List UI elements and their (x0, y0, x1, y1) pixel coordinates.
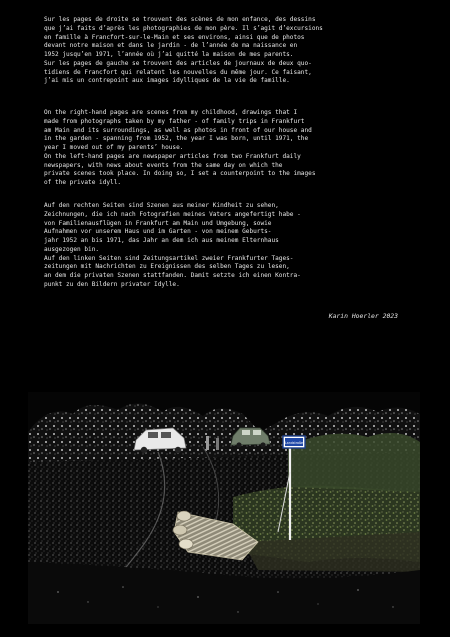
author-signature: Karin Hoerler 2023 (328, 312, 398, 320)
hedge-row (288, 433, 420, 492)
german-paragraph: Auf den rechten Seiten sind Szenen aus meiner Kindheit zu sehen, Zeichnungen, die ich nach Fotografien meines Vaters angefertigt habe - von Familienausflügen in Frankfurt am Main und Umgebung, sowie Aufnahmen vor unserem Haus und im Garten - von meinem Geburts- jahr 1952 an bis 1971, das Jahr an dem ich aus meinem Elternhaus ausgezogen bin. Auf den linken Seiten sind Zeitungsartikel zweier Frankfurter Tages- zeitungen mit Nachrichten zu Ereignissen des selben Tages zu lesen, an dem die privaten Szenen stattfanden. Damit setzte ich einen Kontra- punkt zu den Bildern privater Idylle. (44, 202, 301, 288)
bollard-2 (216, 438, 219, 450)
bollard (206, 436, 209, 450)
english-paragraph: On the right-hand pages are scenes from my childhood, drawings that I made from photographs taken by my father - of family trips in Frankfurt am Main and its surroundings, as well as photos in front of our house and in the garden - spanning from 1952, the year I was born, until 1971, the year I moved out of my parents’ house. On the left-hand pages are newspaper articles from two Frankfurt daily newspapers, with news about events from the same day on which the private scenes took place. In doing so, I set a counterpoint to the images of the private idyll. (44, 109, 316, 186)
french-paragraph: Sur les pages de droite se trouvent des scènes de mon enfance, des dessins que j’ai faits d’après les photographies de mon père. Il s’agit d’excursions en famille à Francfort-sur-le-Main et ses environs, ainsi que de photos devant notre maison et dans le jardin - de l’année de ma naissance en 1952 jusqu’en 1971, l’année où j’ai quitté la maison de mes parents. Sur les pages de gauche se trouvent des articles de journaux de deux quo- tidiens de Francfort qui relatent les nouvelles du même jour. Ce faisant, j’ai mis un contrepoint aux images idylliques de la vie de famille. (44, 16, 323, 85)
road-scene-drawing (28, 392, 420, 624)
street-sign-label: Landstraße (285, 441, 303, 445)
